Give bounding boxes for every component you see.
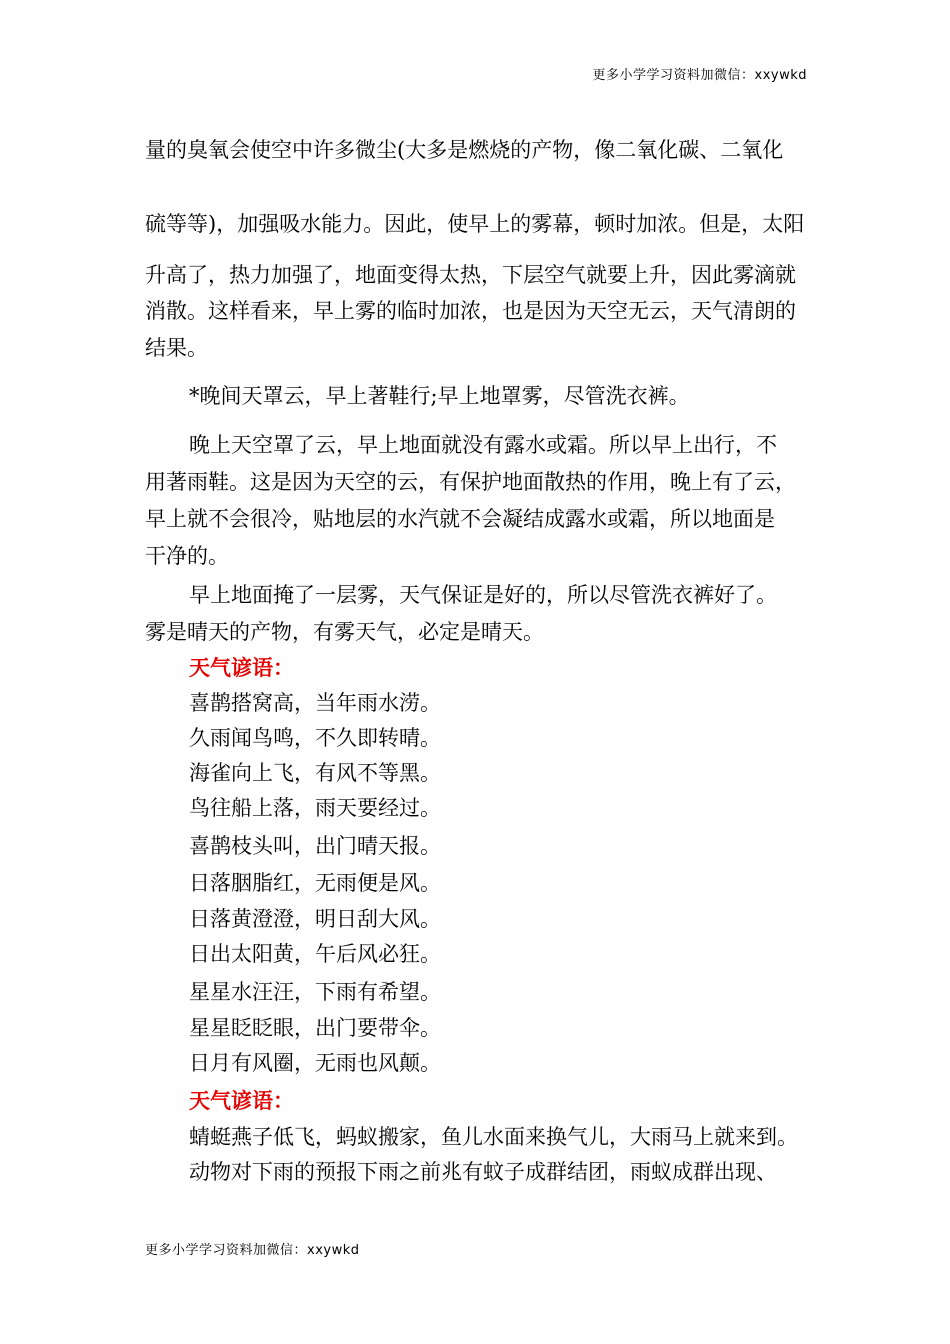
saying-line: 星星水汪汪，下雨有希望。: [189, 980, 441, 1004]
paragraph-line: 动物对下雨的预报下雨之前兆有蚊子成群结团，雨蚁成群出现、: [189, 1160, 777, 1184]
paragraph-line: 硫等等)，加强吸水能力。因此，使早上的雾幕，顿时加浓。但是，太阳: [145, 212, 805, 236]
saying-line: 星星眨眨眼，出门要带伞。: [189, 1016, 441, 1040]
proverb-line: *晚间天罩云，早上著鞋行;早上地罩雾，尽管洗衣裤。: [189, 384, 690, 408]
saying-line: 日落黄澄澄，明日刮大风。: [189, 907, 441, 931]
saying-line: 喜鹊枝头叫，出门晴天报。: [189, 834, 441, 858]
page-footer: 更多小学学习资料加微信：xxywkd: [145, 1243, 360, 1258]
saying-line: 久雨闻鸟鸣，不久即转晴。: [189, 726, 441, 750]
paragraph-line: 用著雨鞋。这是因为天空的云，有保护地面散热的作用，晚上有了云，: [145, 470, 796, 494]
paragraph-line: 干净的。: [145, 544, 229, 568]
paragraph-line: 消散。这样看来，早上雾的临时加浓，也是因为天空无云，天气清朗的: [145, 299, 796, 323]
paragraph-line: 雾是晴天的产物，有雾天气，必定是晴天。: [145, 620, 544, 644]
saying-line: 日落胭脂红，无雨便是风。: [189, 871, 441, 895]
paragraph-line: 早上就不会很冷，贴地层的水汽就不会凝结成露水或霜，所以地面是: [145, 507, 775, 531]
saying-line: 海雀向上飞，有风不等黑。: [189, 761, 441, 785]
section-heading: 天气谚语：: [189, 1088, 294, 1113]
page-header: 更多小学学习资料加微信：xxywkd: [592, 68, 807, 83]
saying-line: 日出太阳黄，午后风必狂。: [189, 942, 441, 966]
saying-line: 喜鹊搭窝高，当年雨水涝。: [189, 691, 441, 715]
paragraph-line: 量的臭氧会使空中许多微尘(大多是燃烧的产物，像二氧化碳、二氧化: [145, 138, 784, 162]
paragraph-line: 早上地面掩了一层雾，天气保证是好的，所以尽管洗衣裤好了。: [189, 583, 777, 607]
paragraph-line: 晚上天空罩了云，早上地面就没有露水或霜。所以早上出行，不: [189, 433, 777, 457]
saying-line: 日月有风圈，无雨也风颠。: [189, 1051, 441, 1075]
paragraph-line: 升高了，热力加强了，地面变得太热，下层空气就要上升，因此雾滴就: [145, 263, 796, 287]
paragraph-line: 蜻蜓燕子低飞，蚂蚁搬家，鱼儿水面来换气儿，大雨马上就来到。: [189, 1125, 798, 1149]
saying-line: 鸟往船上落，雨天要经过。: [189, 796, 441, 820]
paragraph-line: 结果。: [145, 336, 208, 360]
section-heading: 天气谚语：: [189, 655, 294, 680]
